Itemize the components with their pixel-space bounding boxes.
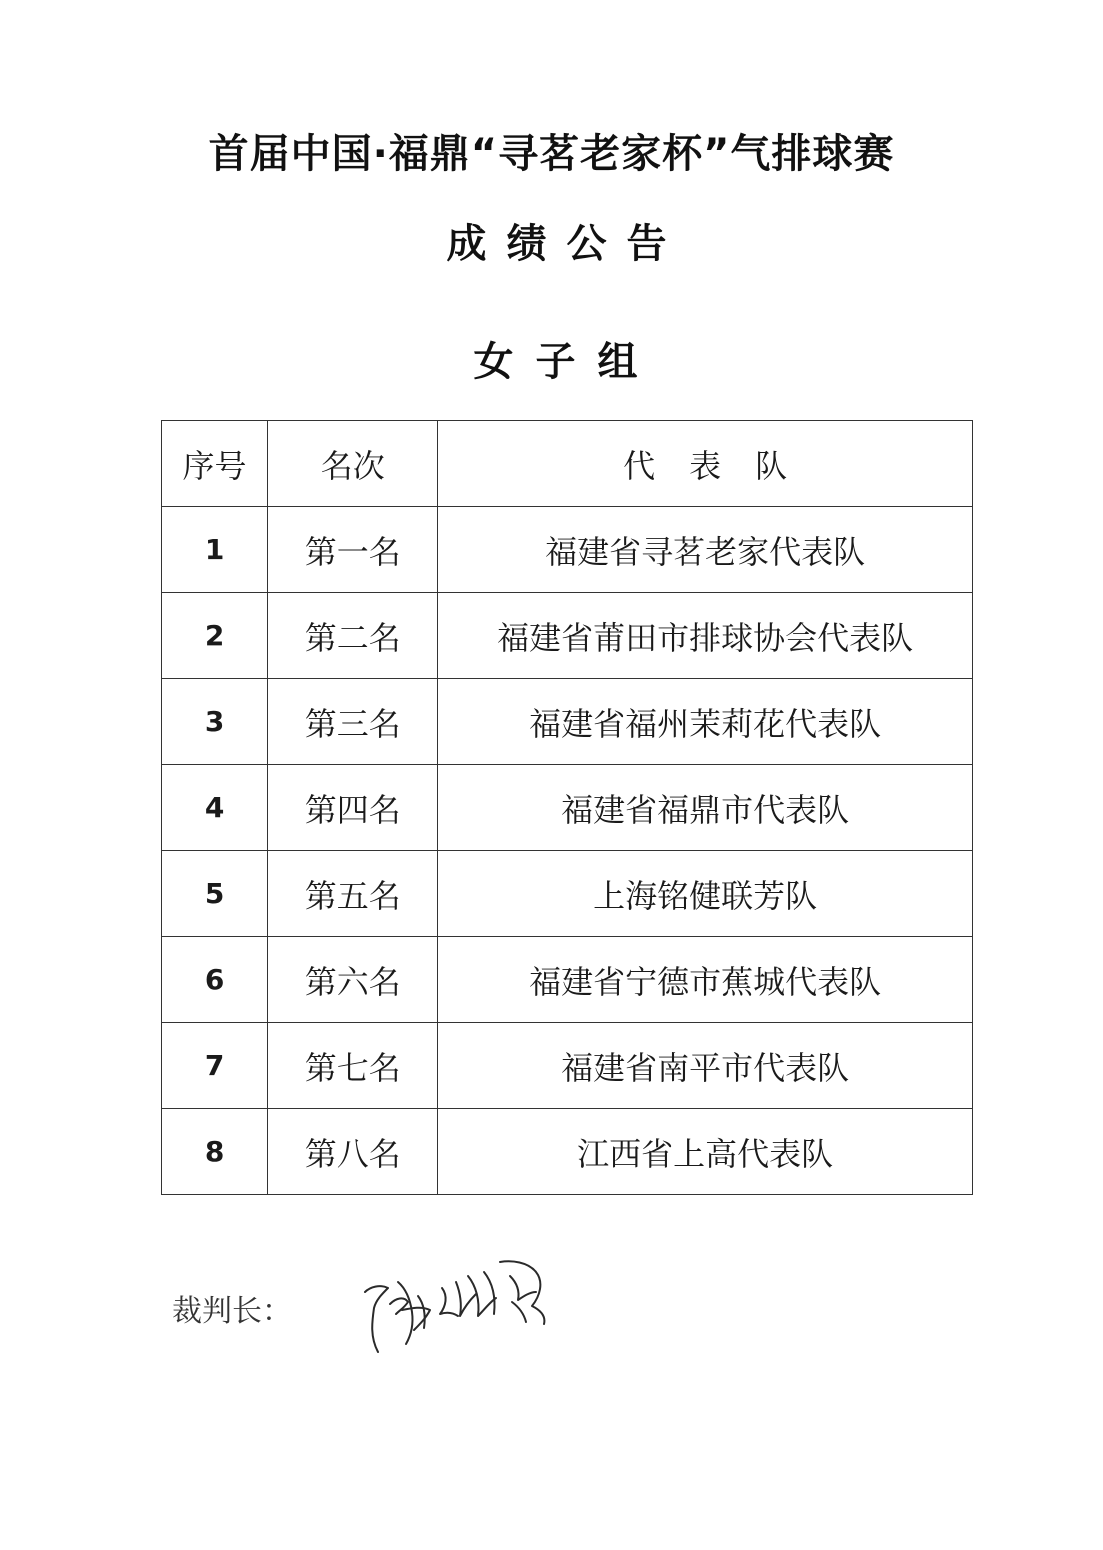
cell-rank: 第八名 — [268, 1109, 438, 1195]
cell-team: 福建省南平市代表队 — [438, 1023, 973, 1109]
table-row — [162, 593, 973, 679]
header-rank: 名次 — [268, 421, 438, 507]
table-row — [162, 679, 973, 765]
group-title: 女子组 — [473, 339, 660, 385]
header-seq: 序号 — [162, 421, 268, 507]
cell-seq: 3 — [162, 679, 268, 765]
table-row — [162, 851, 973, 937]
cell-rank: 第二名 — [268, 593, 438, 679]
cell-seq: 5 — [162, 851, 268, 937]
table-row — [162, 937, 973, 1023]
table-row — [162, 1109, 973, 1195]
referee-label: 裁判长： — [172, 1294, 292, 1329]
results-table — [161, 420, 973, 1195]
cell-team: 福建省寻茗老家代表队 — [438, 507, 973, 593]
referee-section — [172, 1280, 672, 1370]
referee-signature — [360, 1252, 560, 1362]
cell-rank: 第一名 — [268, 507, 438, 593]
document-title: 首届中国·福鼎“寻茗老家杯”气排球赛 — [208, 131, 895, 177]
cell-rank: 第三名 — [268, 679, 438, 765]
cell-rank: 第六名 — [268, 937, 438, 1023]
document-subtitle: 成绩公告 — [446, 221, 687, 267]
cell-team: 上海铭健联芳队 — [438, 851, 973, 937]
header-team: 代表队 — [438, 421, 973, 507]
cell-seq: 2 — [162, 593, 268, 679]
cell-seq: 6 — [162, 937, 268, 1023]
cell-rank: 第四名 — [268, 765, 438, 851]
cell-team: 福建省福州茉莉花代表队 — [438, 679, 973, 765]
cell-team: 福建省宁德市蕉城代表队 — [438, 937, 973, 1023]
table-row — [162, 507, 973, 593]
cell-rank: 第五名 — [268, 851, 438, 937]
table-row — [162, 765, 973, 851]
cell-seq: 4 — [162, 765, 268, 851]
cell-seq: 8 — [162, 1109, 268, 1195]
cell-team: 江西省上高代表队 — [438, 1109, 973, 1195]
table-header-row — [162, 421, 973, 507]
cell-team: 福建省福鼎市代表队 — [438, 765, 973, 851]
table-row — [162, 1023, 973, 1109]
cell-seq: 1 — [162, 507, 268, 593]
cell-team: 福建省莆田市排球协会代表队 — [438, 593, 973, 679]
cell-rank: 第七名 — [268, 1023, 438, 1109]
cell-seq: 7 — [162, 1023, 268, 1109]
